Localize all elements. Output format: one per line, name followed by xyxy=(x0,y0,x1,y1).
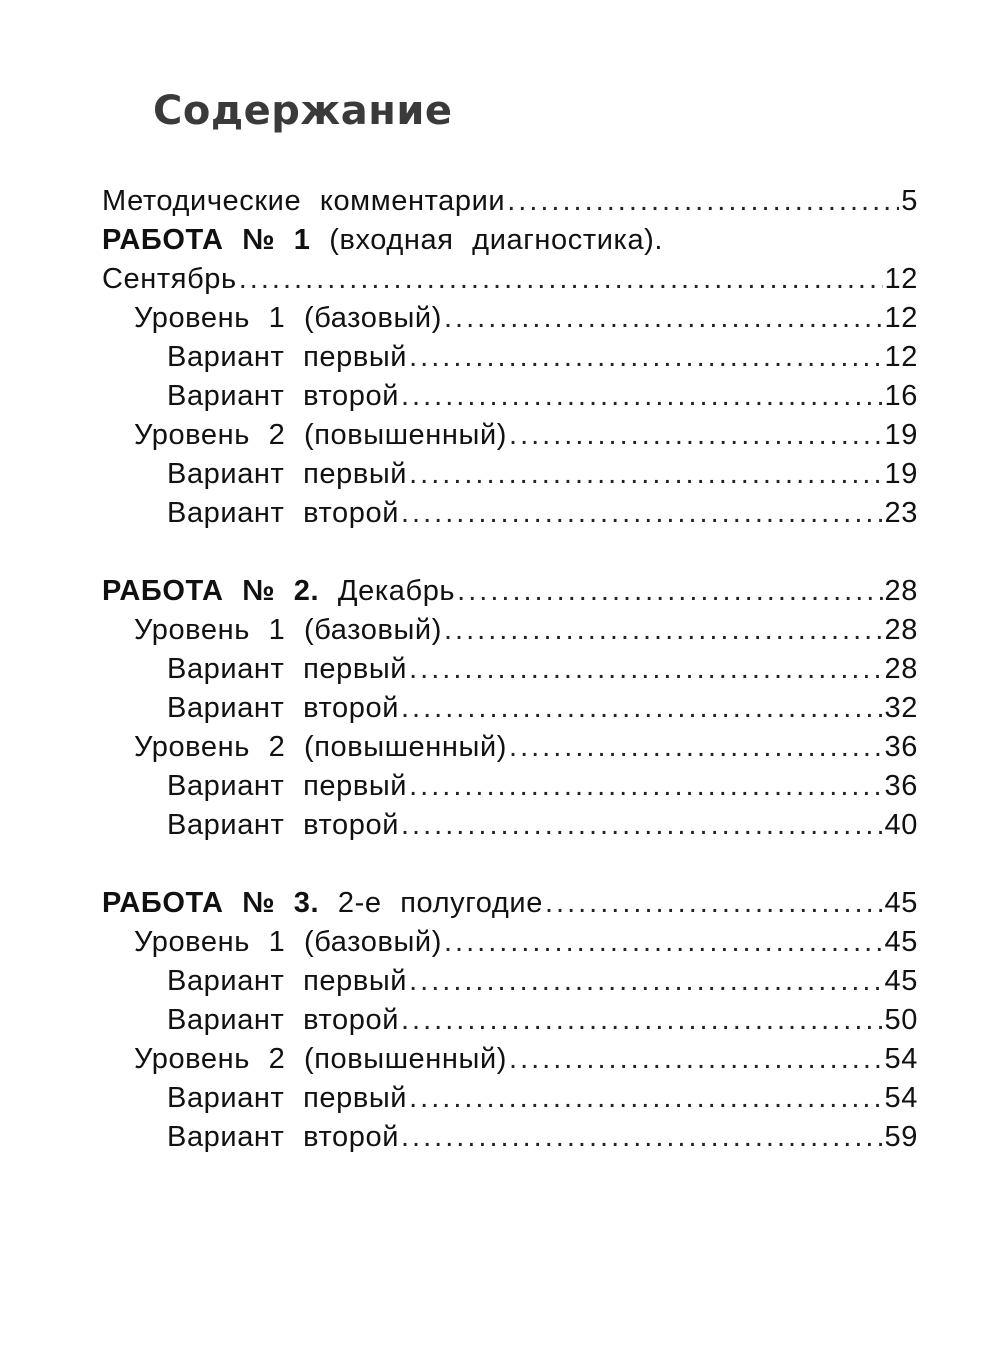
toc-section-heading[interactable] xyxy=(102,572,918,611)
dot-leader xyxy=(409,1079,882,1118)
page-number: 40 xyxy=(884,809,918,841)
entry-text: Вариант второй xyxy=(167,692,399,724)
page-number: 28 xyxy=(884,575,918,607)
toc-entry[interactable] xyxy=(102,650,918,689)
entry-text: Декабрь xyxy=(337,575,456,607)
page-number: 12 xyxy=(884,341,918,373)
page-number: 5 xyxy=(901,185,918,217)
page-number: 32 xyxy=(884,692,918,724)
entry-text: Вариант второй xyxy=(167,380,399,412)
dot-leader xyxy=(444,611,883,650)
dot-leader xyxy=(509,416,883,455)
entry-text: Вариант второй xyxy=(167,1004,399,1036)
dot-leader xyxy=(409,767,882,806)
entry-text: Вариант второй xyxy=(167,1121,399,1153)
toc-entry[interactable] xyxy=(102,728,918,767)
page-number: 36 xyxy=(884,731,918,763)
entry-text: Вариант первый xyxy=(167,965,408,997)
entry-text: Сентябрь xyxy=(102,263,237,295)
toc-entry[interactable] xyxy=(102,767,918,806)
page-title: Содержание xyxy=(153,88,453,134)
section-number: РАБОТА № 3. xyxy=(102,887,320,919)
entry-text: Уровень 2 (повышенный) xyxy=(134,1043,508,1075)
dot-leader xyxy=(401,494,883,533)
page-number: 19 xyxy=(884,419,918,451)
dot-leader xyxy=(401,377,883,416)
entry-text: Вариант второй xyxy=(167,809,399,841)
toc-entry[interactable] xyxy=(102,494,918,533)
page-number: 50 xyxy=(884,1004,918,1036)
dot-leader xyxy=(509,728,883,767)
entry-text: Уровень 1 (базовый) xyxy=(134,926,442,958)
entry-text: Уровень 2 (повышенный) xyxy=(134,731,508,763)
entry-text: Методические комментарии xyxy=(102,185,506,217)
entry-text: Вариант первый xyxy=(167,653,408,685)
table-of-contents xyxy=(102,182,918,1157)
page-number: 45 xyxy=(884,887,918,919)
toc-entry[interactable] xyxy=(102,416,918,455)
dot-leader xyxy=(409,650,882,689)
dot-leader xyxy=(507,182,899,221)
dot-leader xyxy=(457,572,882,611)
section-number: РАБОТА № 2. xyxy=(102,575,320,607)
dot-leader xyxy=(401,1001,883,1040)
toc-entry[interactable] xyxy=(102,299,918,338)
page-number: 36 xyxy=(884,770,918,802)
dot-leader xyxy=(409,338,882,377)
section-number: РАБОТА № 1 xyxy=(102,224,311,256)
dot-leader xyxy=(444,299,883,338)
page-number: 23 xyxy=(884,497,918,529)
entry-text: Вариант второй xyxy=(167,497,399,529)
toc-section-heading[interactable] xyxy=(102,221,918,260)
page-number: 54 xyxy=(884,1043,918,1075)
dot-leader xyxy=(401,1118,883,1157)
entry-text: Вариант первый xyxy=(167,341,408,373)
entry-text: Уровень 1 (базовый) xyxy=(134,302,442,334)
page-number: 45 xyxy=(884,965,918,997)
page-number: 54 xyxy=(884,1082,918,1114)
toc-entry[interactable] xyxy=(102,611,918,650)
toc-entry[interactable] xyxy=(102,1079,918,1118)
page-number: 59 xyxy=(884,1121,918,1153)
toc-entry[interactable] xyxy=(102,260,918,299)
entry-text: Вариант первый xyxy=(167,1082,408,1114)
toc-entry[interactable] xyxy=(102,689,918,728)
dot-leader xyxy=(239,260,883,299)
page-number: 12 xyxy=(884,302,918,334)
dot-leader xyxy=(409,455,882,494)
toc-entry[interactable] xyxy=(102,806,918,845)
entry-text: Вариант первый xyxy=(167,458,408,490)
toc-entry[interactable] xyxy=(102,377,918,416)
page-number: 28 xyxy=(884,653,918,685)
page-number: 12 xyxy=(884,263,918,295)
dot-leader xyxy=(401,689,883,728)
toc-entry[interactable] xyxy=(102,1118,918,1157)
dot-leader xyxy=(545,884,883,923)
dot-leader xyxy=(509,1040,883,1079)
dot-leader xyxy=(401,806,883,845)
toc-entry[interactable] xyxy=(102,962,918,1001)
toc-entry[interactable] xyxy=(102,455,918,494)
page-number: 19 xyxy=(884,458,918,490)
toc-entry[interactable] xyxy=(102,923,918,962)
page-number: 45 xyxy=(884,926,918,958)
entry-text: Вариант первый xyxy=(167,770,408,802)
dot-leader xyxy=(444,923,883,962)
toc-section-heading[interactable] xyxy=(102,884,918,923)
entry-text: 2-е полугодие xyxy=(337,887,543,919)
toc-entry[interactable] xyxy=(102,338,918,377)
toc-entry[interactable] xyxy=(102,1040,918,1079)
dot-leader xyxy=(409,962,882,1001)
entry-text: Уровень 1 (базовый) xyxy=(134,614,442,646)
toc-entry[interactable] xyxy=(102,182,918,221)
page-number: 16 xyxy=(884,380,918,412)
toc-entry[interactable] xyxy=(102,1001,918,1040)
page-number: 28 xyxy=(884,614,918,646)
entry-text: Уровень 2 (повышенный) xyxy=(134,419,508,451)
entry-text: (входная диагностика). xyxy=(329,224,664,256)
